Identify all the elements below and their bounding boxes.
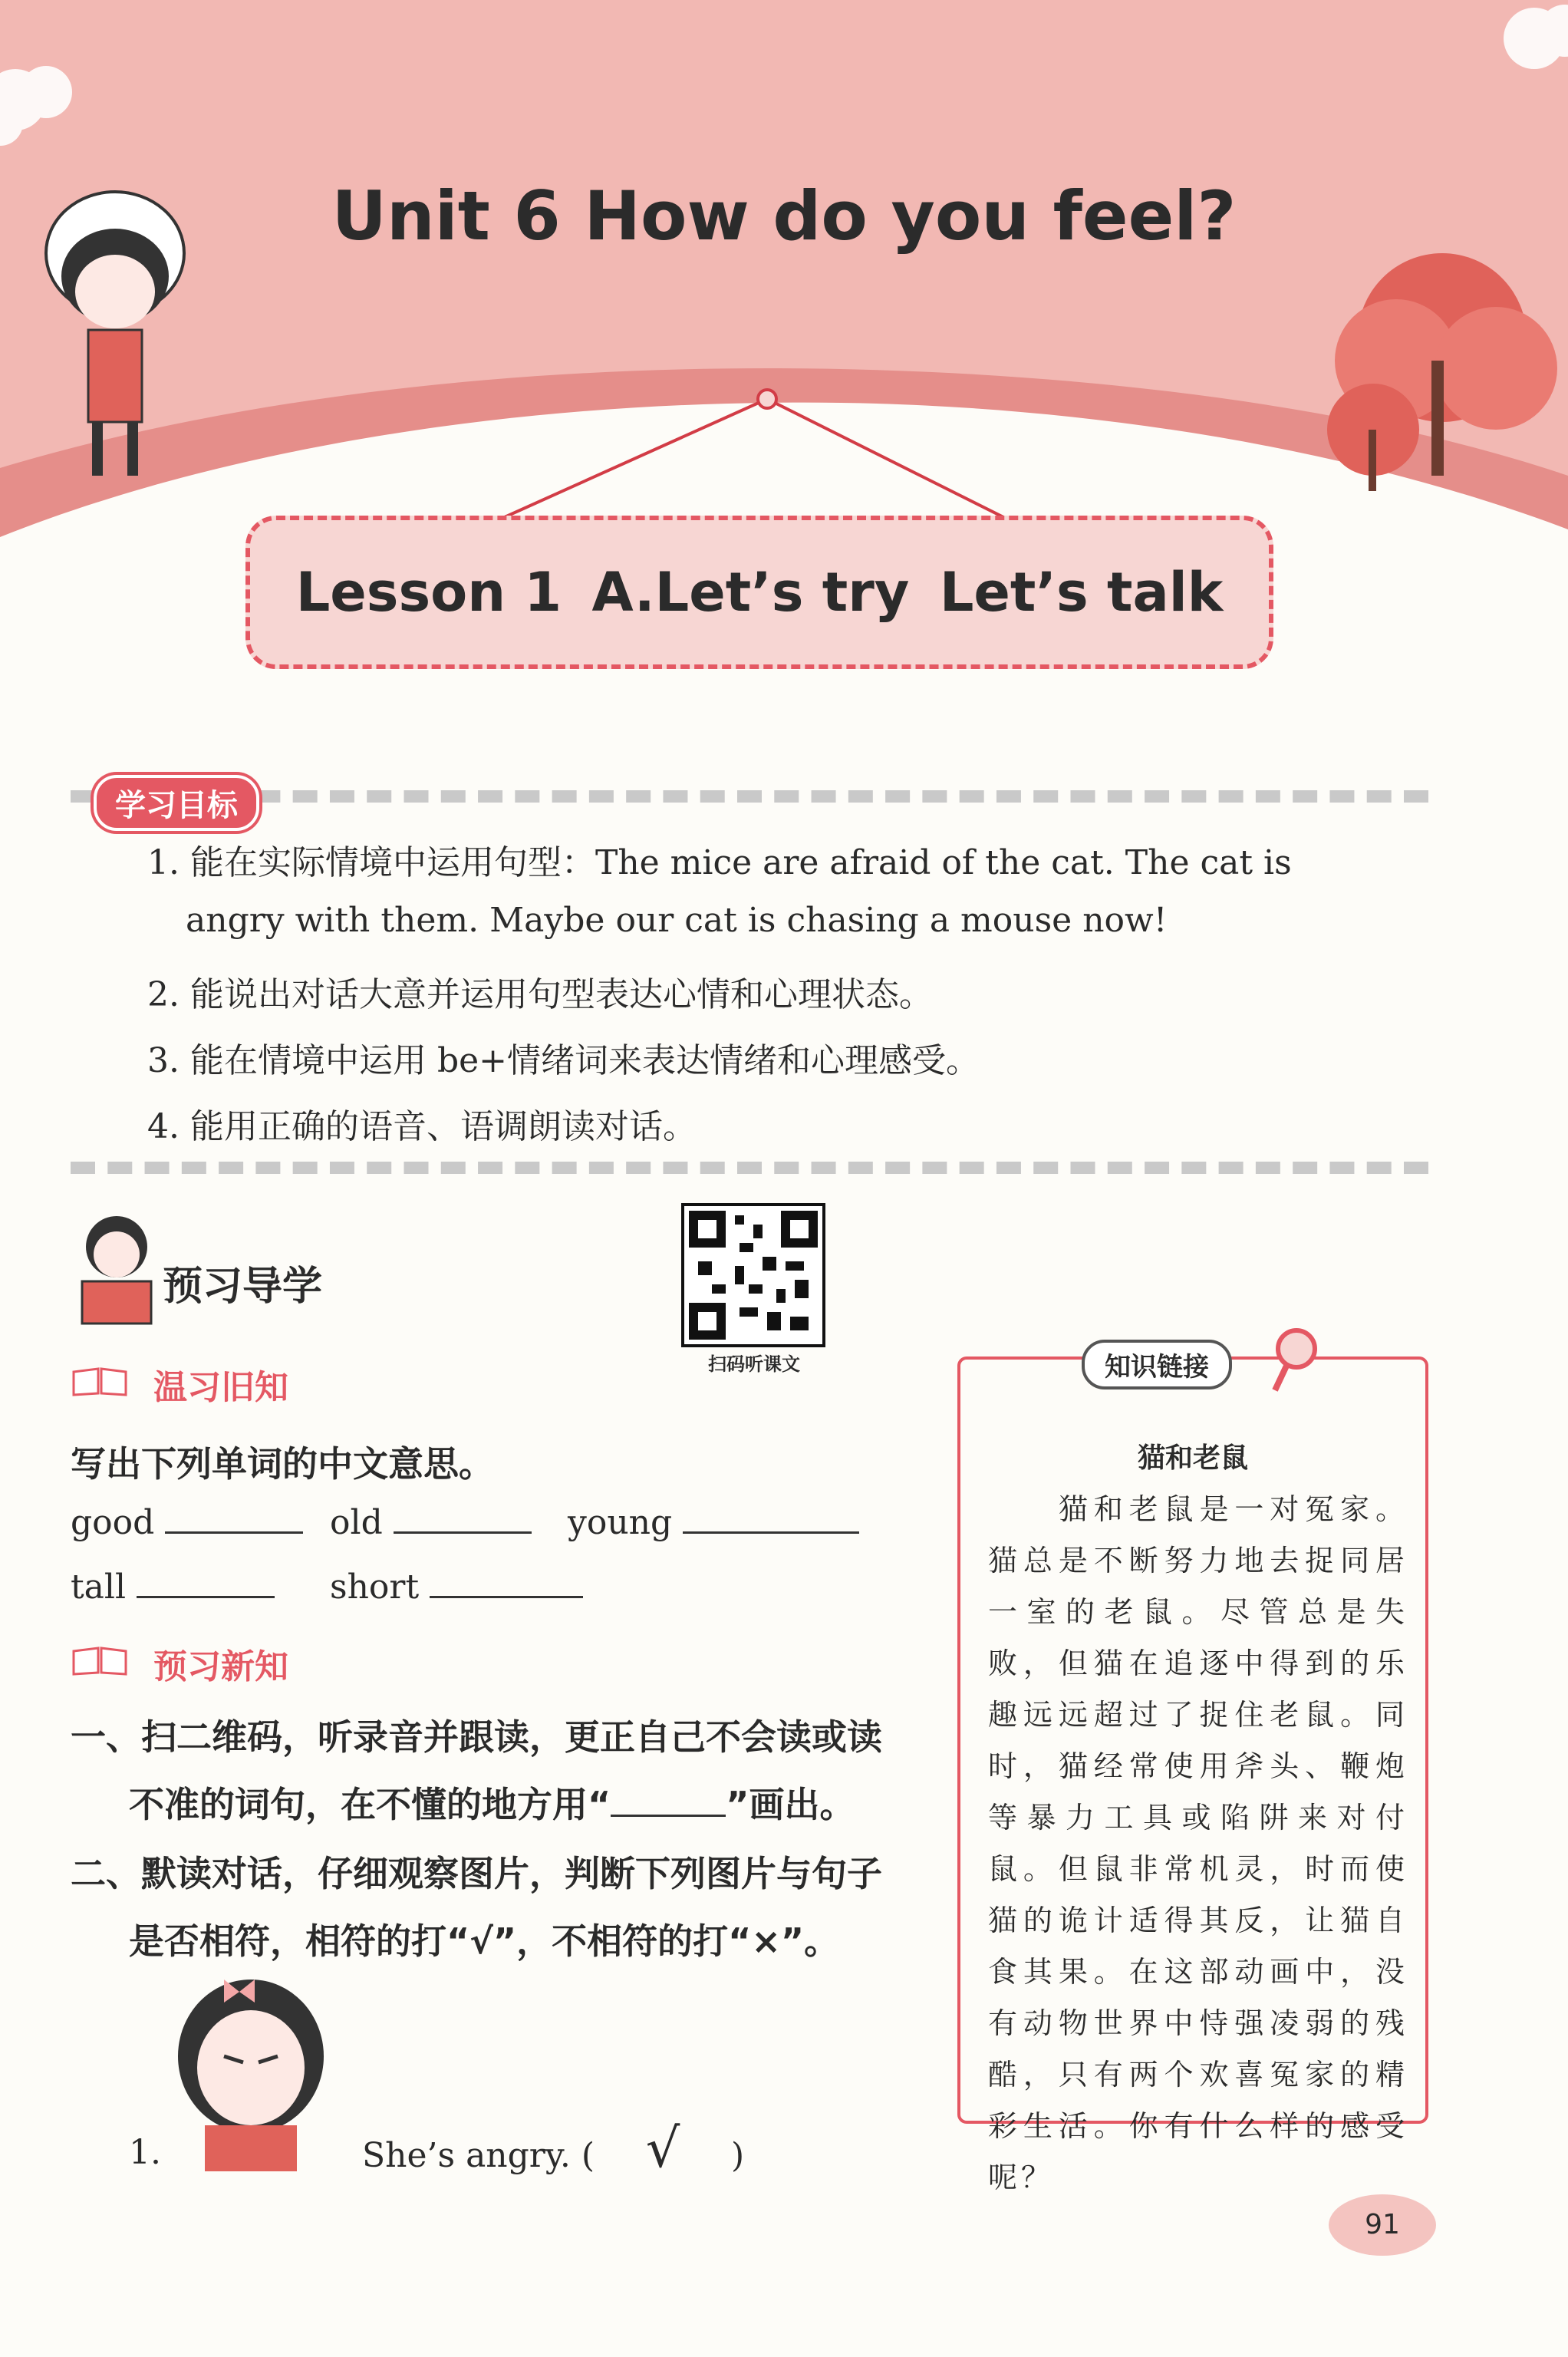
word-young: young — [568, 1501, 859, 1542]
learning-goals — [71, 775, 1428, 1174]
goal-line: 3. 能在情境中运用 be+情绪词来表达情绪和心理感受。 — [147, 1041, 980, 1080]
angry-girl-illustration — [170, 1972, 331, 2171]
task2-line1: 二、默读对话，仔细观察图片，判断下列图片与句子 — [71, 1853, 882, 1894]
item1-number: 1. — [129, 2133, 161, 2172]
new-knowledge-heading: 预习新知 — [153, 1647, 288, 1686]
word-good: good — [71, 1501, 303, 1542]
goal-line: 2. 能说出对话大意并运用句型表达心情和心理状态。 — [147, 975, 933, 1014]
lesson-part-try: A.Let’s try — [591, 561, 910, 624]
knowledge-title: 猫和老鼠 — [1137, 1442, 1248, 1474]
task1-line1: 一、扫二维码，听录音并跟读，更正自己不会读或读 — [71, 1716, 882, 1758]
answer-blank[interactable] — [683, 1501, 859, 1534]
page-number: 91 — [1329, 2194, 1436, 2256]
word-old: old — [330, 1501, 532, 1542]
answer-blank[interactable] — [165, 1501, 303, 1534]
book-icon — [71, 1645, 129, 1676]
goal-line: 4. 能用正确的语音、语调朗读对话。 — [147, 1107, 697, 1146]
handwritten-check-answer[interactable]: √ — [645, 2117, 680, 2180]
lesson-box — [245, 516, 1273, 669]
goal-line: 1. 能在实际情境中运用句型：The mice are afraid of the cat. The cat is — [147, 843, 1292, 882]
book-icon — [71, 1366, 129, 1396]
review-heading: 温习旧知 — [153, 1368, 288, 1407]
answer-blank[interactable] — [430, 1565, 583, 1598]
lesson-part-talk: Let’s talk — [939, 561, 1224, 624]
answer-blank[interactable] — [137, 1565, 275, 1598]
header-banner — [0, 0, 1568, 552]
lesson-number: Lesson 1 — [295, 561, 562, 624]
girl-reading-icon — [71, 1212, 163, 1327]
answer-blank[interactable] — [394, 1501, 532, 1534]
knowledge-link-box — [957, 1352, 1428, 2194]
qr-caption: 扫码听课文 — [708, 1353, 800, 1375]
knowledge-tag: 知识链接 — [1082, 1340, 1232, 1389]
knowledge-body: 猫和老鼠是一对冤家。猫总是不断努力地去捉同居一室的老鼠。尽管总是失败，但猫在追逐中得到的乐趣远远超过了捉住老鼠。同时，猫经常使用斧头、鞭炮等暴力工具或陷阱来对付鼠。但鼠非常机灵，时而使猫的诡计适得其反，让猫自食其果。在这部动画中，没有动物世界中恃强凌弱的残酷，只有两个欢喜冤家的精彩生活。你有什么样的感受呢？ — [988, 1492, 1408, 2194]
item1-sentence: She’s angry. ( √ ) — [362, 2117, 745, 2180]
task2-line2: 是否相符，相符的打“√”，不相符的打“×”。 — [129, 1920, 840, 1962]
qr-code-icon[interactable] — [681, 1203, 825, 1347]
goals-tag: 学习目标 — [94, 775, 259, 831]
underline-sample — [611, 1784, 726, 1817]
task1-line2: 不准的词句，在不懂的地方用“ ”画出。 — [129, 1784, 855, 1825]
goal-line: angry with them. Maybe our cat is chasing a mouse now! — [186, 901, 1168, 940]
word-tall: tall — [71, 1565, 275, 1607]
review-instruction: 写出下列单词的中文意思。 — [71, 1443, 494, 1485]
word-short: short — [330, 1565, 583, 1607]
preview-heading: 预习导学 — [163, 1264, 323, 1310]
magnifier-icon — [1267, 1326, 1321, 1395]
unit-title: Unit 6 How do you feel? — [331, 176, 1237, 255]
